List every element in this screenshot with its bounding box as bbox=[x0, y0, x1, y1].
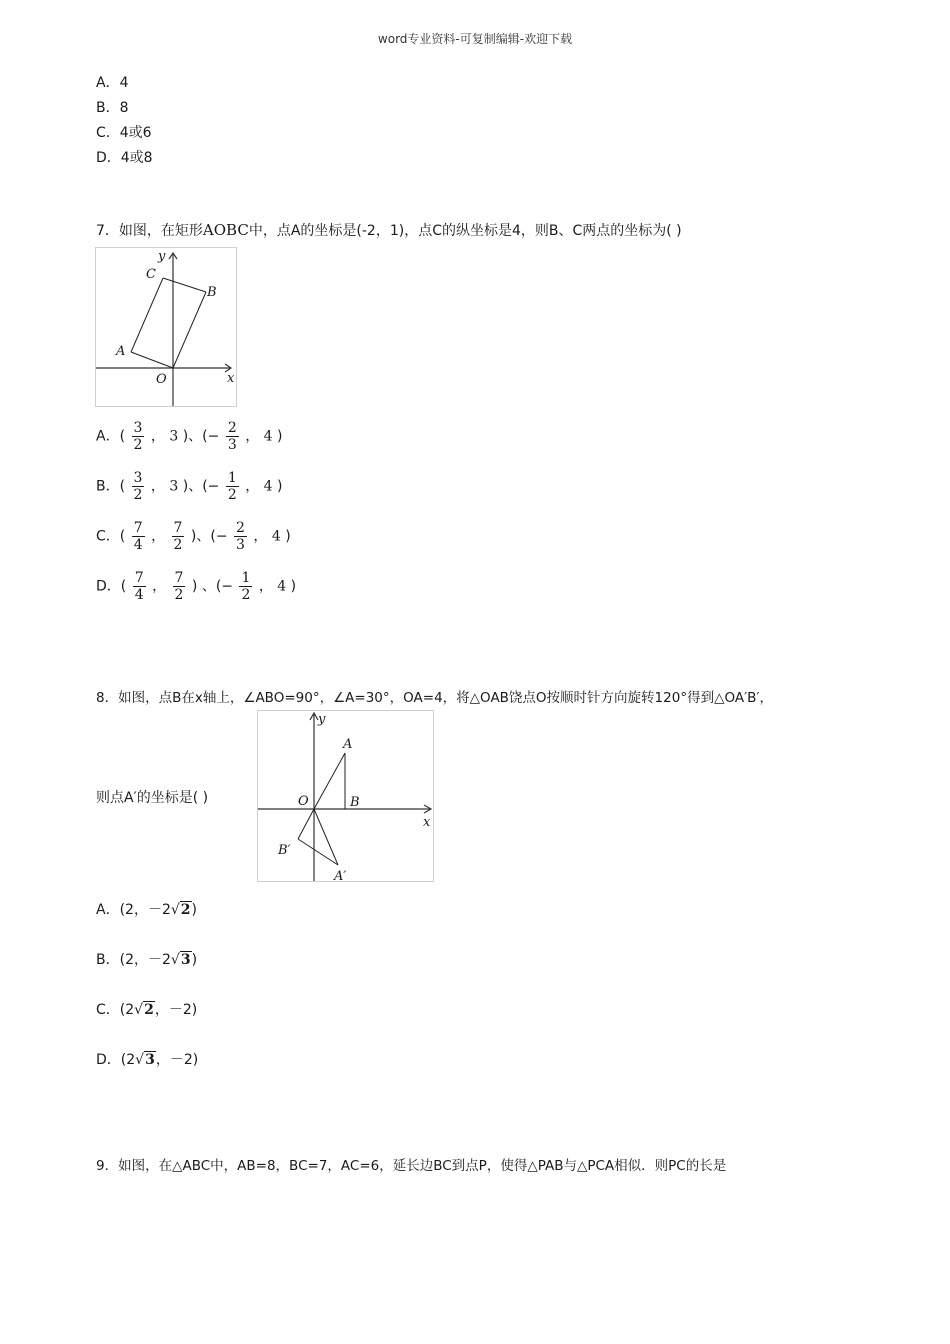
q7-option-d: D．( $\frac{7}{4}$ ， $\frac{7}{2}$ ) 、(− $\frac{1}{2}$ ， 4 ) bbox=[96, 570, 297, 603]
q8-label-x: x bbox=[423, 815, 431, 830]
q8-label-o: O bbox=[298, 794, 309, 809]
q7-label-x: x bbox=[227, 371, 235, 386]
q8-option-b: B．(2，－2√3) bbox=[96, 952, 198, 968]
q9-stem: 9．如图，在△ABC中，AB=8，BC=7，AC=6，延长边BC到点P，使得△PAB与△PCA相似．则PC的长是 bbox=[96, 1158, 727, 1174]
page-header: word专业资料-可复制编辑-欢迎下载 bbox=[377, 32, 573, 46]
q8-figure-svg bbox=[258, 711, 433, 881]
sqrt-symbol: √2 bbox=[170, 902, 191, 918]
q8-stem-continued: 则点A′的坐标是( ) bbox=[96, 790, 209, 806]
q7-label-b: B bbox=[207, 285, 217, 300]
q8-label-a-prime: A′ bbox=[334, 869, 347, 881]
fraction: $\frac{7}{4}$ bbox=[134, 570, 144, 603]
fraction: $\frac{1}{2}$ bbox=[241, 570, 251, 603]
q6-option-c: C．4或6 bbox=[96, 125, 152, 141]
q7-label-a: A bbox=[116, 344, 126, 359]
sqrt-symbol: √3 bbox=[170, 952, 191, 968]
q8-stem: 8．如图，点B在x轴上，∠ABO=90°，∠A=30°，OA=4，将△OAB饶点O按顺时针方向旋转120°得到△OA′B′， bbox=[96, 690, 773, 706]
q6-option-a: A．4 bbox=[96, 75, 129, 91]
q8-option-a: A．(2，－2√2) bbox=[96, 902, 197, 918]
q7-option-a: A．( $\frac{3}{2}$ ， 3 )、(− $\frac{2}{3}$ ， 4 ) bbox=[96, 420, 283, 453]
q8-label-y: y bbox=[318, 712, 326, 727]
fraction: $\frac{1}{2}$ bbox=[227, 470, 237, 503]
q7-option-c: C．( $\frac{7}{4}$ ， $\frac{7}{2}$ )、(− $\frac{2}{3}$ ， 4 ) bbox=[96, 520, 291, 553]
q8-label-b-prime: B′ bbox=[278, 843, 291, 858]
fraction: $\frac{7}{4}$ bbox=[133, 520, 143, 553]
fraction: $\frac{7}{2}$ bbox=[174, 570, 184, 603]
sqrt-symbol: √2 bbox=[134, 1002, 154, 1018]
q8-figure bbox=[257, 710, 434, 882]
q7-figure bbox=[95, 247, 237, 407]
q7-option-b: B．( $\frac{3}{2}$ ， 3 )、(− $\frac{1}{2}$ ， 4 ) bbox=[96, 470, 283, 503]
sqrt-symbol: √3 bbox=[135, 1052, 155, 1068]
q6-option-d: D．4或8 bbox=[96, 150, 153, 166]
q8-label-b: B bbox=[350, 795, 360, 810]
q6-option-b: B．8 bbox=[96, 100, 129, 116]
q7-label-y: y bbox=[158, 249, 166, 264]
q7-stem: 7．如图，在矩形AOBC中，点A的坐标是(-2，1)，点C的纵坐标是4，则B、C两点的坐标为( ) bbox=[96, 221, 682, 239]
q8-option-c: C．(2√2，－2) bbox=[96, 1002, 198, 1018]
q7-rect-name: AOBC bbox=[202, 221, 249, 239]
q8-label-a: A bbox=[343, 737, 353, 752]
q8-option-d: D．(2√3，－2) bbox=[96, 1052, 199, 1068]
fraction: $\frac{2}{3}$ bbox=[227, 420, 237, 453]
fraction: $\frac{2}{3}$ bbox=[236, 520, 245, 553]
fraction: $\frac{3}{2}$ bbox=[133, 470, 143, 503]
fraction: $\frac{7}{2}$ bbox=[173, 520, 183, 553]
q7-figure-svg bbox=[96, 248, 236, 406]
q7-label-c: C bbox=[146, 267, 156, 282]
q7-label-o: O bbox=[156, 372, 167, 387]
fraction: $\frac{3}{2}$ bbox=[133, 420, 143, 453]
